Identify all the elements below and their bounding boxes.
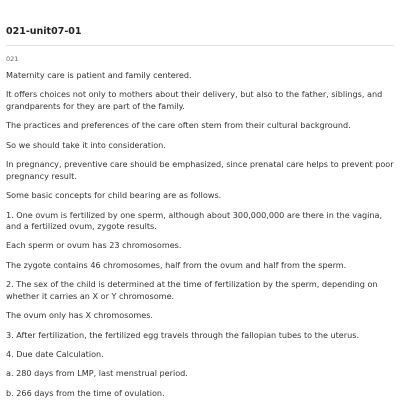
paragraph: The zygote contains 46 chromosomes, half from the ovum and half from the sperm. — [6, 259, 347, 270]
paragraph: Maternity care is patient and family centered. — [6, 70, 192, 80]
paragraph: The practices and preferences of the care often stem from their cultural background. — [6, 120, 351, 131]
paragraph: So we should take it into consideration. — [6, 139, 166, 150]
paragraph: The ovum only has X chromosomes. — [6, 310, 153, 321]
article-body — [6, 70, 394, 400]
title-divider — [6, 45, 394, 46]
paragraph: 1. One ovum is fertilized by one sperm, although about 300,000,000 are there in the vagina, and a fertilized ovum, zygote results. — [6, 209, 383, 231]
paragraph: Each sperm or ovum has 23 chromosomes. — [6, 240, 182, 251]
page-title: 021-unit07-01 — [6, 26, 82, 37]
paragraph: b. 266 days from the time of ovulation. — [6, 387, 165, 398]
paragraph: It offers choices not only to mothers about their delivery, but also to the father, siblings, and grandparents for they are part of the family. — [6, 89, 383, 111]
paragraph: 2. The sex of the child is determined at the time of fertilization by the sperm, depending on whether it carries an X or Y chromosome. — [6, 279, 378, 301]
paragraph: 3. After fertilization, the fertilized egg travels through the fallopian tubes to the uterus. — [6, 329, 360, 340]
page-code: 021 — [6, 55, 19, 63]
paragraph: Some basic concepts for child bearing are as follows. — [6, 190, 222, 201]
paragraph: In pregnancy, preventive care should be emphasized, since prenatal care helps to prevent poor pregnancy result. — [6, 159, 394, 181]
paragraph: 4. Due date Calculation. — [6, 349, 104, 359]
paragraph: a. 280 days from LMP, last menstrual period. — [6, 368, 188, 379]
